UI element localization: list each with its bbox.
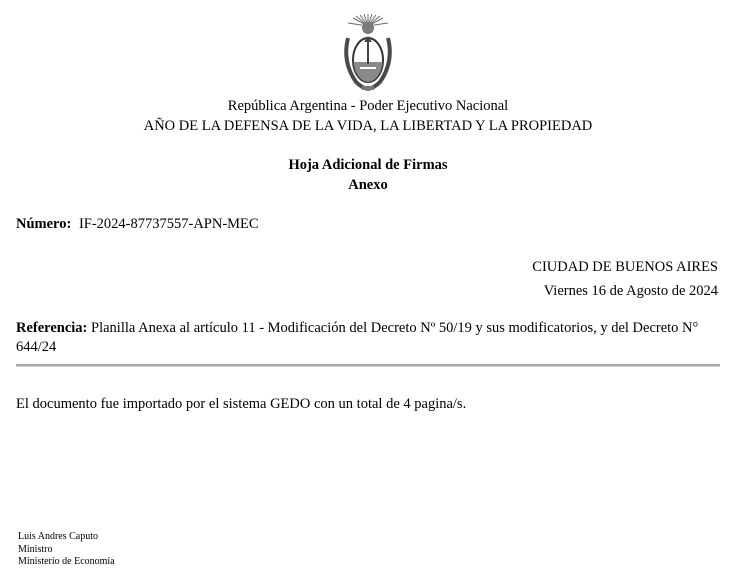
- shield-lower: [354, 62, 383, 82]
- ribbon: [362, 86, 374, 90]
- header-year-motto: AÑO DE LA DEFENSA DE LA VIDA, LA LIBERTAD Y LA PROPIEDAD: [143, 118, 593, 134]
- document-number: [16, 215, 259, 233]
- signature-block: [18, 531, 115, 569]
- argentina-coat-of-arms-icon: [338, 12, 398, 92]
- document-subtitle: Anexo: [348, 177, 388, 193]
- reference: [16, 319, 716, 357]
- reference-text: Planilla Anexa al artículo 11 - Modificación del Decreto Nº 50/19 y sus modificatorios, y del Decreto N° 644/24: [16, 320, 699, 355]
- body-text: El documento fue importado por el sistema GEDO con un total de 4 pagina/s.: [16, 396, 467, 412]
- document-number-value: IF-2024-87737557-APN-MEC: [78, 216, 259, 232]
- pike: [367, 42, 369, 64]
- signer-role: Ministro: [18, 543, 53, 555]
- sun-face: [362, 22, 374, 34]
- header-government: República Argentina - Poder Ejecutivo Nacional: [227, 98, 509, 114]
- document-number-label: Número:: [16, 216, 72, 232]
- signer-name: Luis Andres Caputo: [18, 531, 98, 542]
- document-date: Viernes 16 de Agosto de 2024: [543, 283, 718, 299]
- reference-label: Referencia:: [16, 320, 88, 336]
- divider: [16, 364, 720, 367]
- signer-organization: Ministerio de Economía: [18, 556, 115, 567]
- document-city: CIUDAD DE BUENOS AIRES: [532, 259, 718, 275]
- document-title: Hoja Adicional de Firmas: [288, 157, 448, 173]
